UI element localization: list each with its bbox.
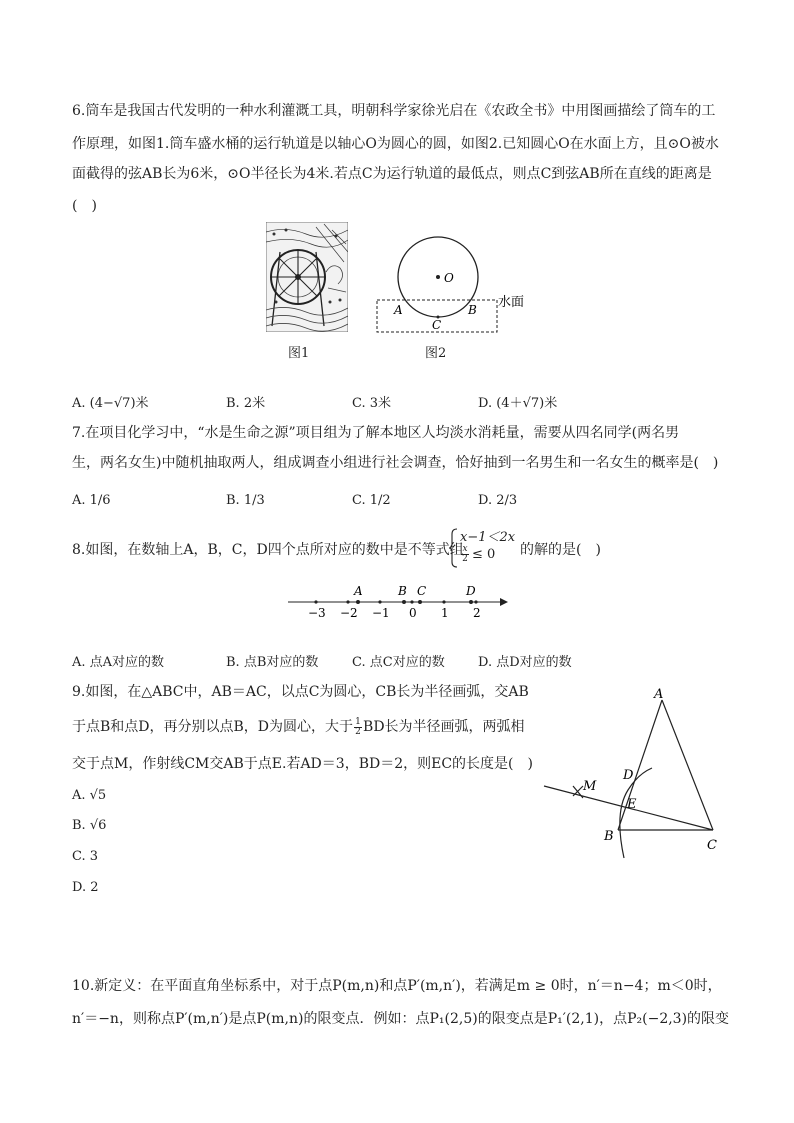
- number-line: [286, 580, 512, 620]
- q7-option-c: C. 1/2: [352, 493, 391, 508]
- fraction-numerator: x: [462, 544, 468, 554]
- q6-option-d: D. (4＋√7)米: [478, 396, 558, 411]
- triangle-label-C: C: [707, 838, 717, 853]
- figure-1-caption: 图1: [288, 346, 310, 361]
- triangle-figure: [540, 682, 730, 862]
- label-B: B: [468, 303, 477, 317]
- q6-stem-line2: 作原理，如图1.筒车盛水桶的运行轨道是以轴心O为圆心的圆，如图2.已知圆心O在水面上方，且⊙O被水: [72, 136, 719, 152]
- q9-option-c: C. 3: [72, 849, 99, 864]
- q6-option-b: B. 2米: [226, 396, 266, 411]
- axis-label-neg2: −2: [340, 606, 358, 620]
- q9-stem-line3: 交于点M，作射线CM交AB于点E.若AD＝3，BD＝2，则EC的长度是( ): [72, 756, 533, 772]
- axis-label-neg3: −3: [308, 606, 326, 620]
- q7-stem-line2: 生，两名女生)中随机抽取两人，组成调查小组进行社会调查，恰好抽到一名男生和一名女生的概率是( ): [72, 455, 719, 471]
- q9-option-b: B. √6: [72, 818, 107, 833]
- triangle-label-M: M: [583, 779, 597, 794]
- q8-stem-end: 的解的是( ): [520, 542, 601, 558]
- q9-stem-line1: 9.如图，在△ABC中，AB＝AC，以点C为圆心，CB长为半径画弧，交AB: [72, 684, 529, 700]
- label-water-surface: 水面: [498, 295, 525, 310]
- triangle-label-A: A: [654, 687, 664, 702]
- point-C-label: C: [417, 584, 427, 598]
- label-O: O: [444, 271, 454, 285]
- label-C: C: [432, 318, 442, 332]
- q7-option-b: B. 1/3: [226, 493, 265, 508]
- half-numerator: 1: [355, 716, 361, 727]
- inequality-1: x−1＜2x: [460, 530, 516, 545]
- q8-option-d: D. 点D对应的数: [478, 655, 572, 670]
- circle-figure: [372, 222, 532, 340]
- axis-label-0: 0: [409, 606, 417, 620]
- q8-option-a: A. 点A对应的数: [72, 655, 165, 670]
- q6-option-a: A. (4−√7)米: [72, 396, 149, 411]
- axis-label-1: 1: [441, 606, 449, 620]
- waterwheel-illustration: [266, 222, 348, 332]
- half-fraction: [354, 718, 362, 737]
- q8-option-b: B. 点B对应的数: [226, 655, 319, 670]
- axis-label-2: 2: [473, 606, 481, 620]
- q9-stem-line2-part2: BD长为半径画弧，两弧相: [363, 719, 525, 735]
- inequality-2-rest: ≤ 0: [472, 547, 496, 562]
- q9-stem-line2: [72, 714, 525, 741]
- point-A-label: A: [354, 584, 363, 598]
- inequality-brace: [448, 528, 458, 568]
- q9-option-d: D. 2: [72, 880, 99, 895]
- q9-stem-line2-part1: 于点B和点D，再分别以点B，D为圆心，大于: [72, 719, 354, 735]
- q10-stem-line2: n′＝−n，则称点P′(m,n′)是点P(m,n)的限变点．例如：点P₁(2,5)的限变点是P₁′(2,1)，点P₂(−2,3)的限变: [72, 1011, 730, 1027]
- q6-option-c: C. 3米: [352, 396, 392, 411]
- triangle-label-E: E: [627, 797, 637, 812]
- q7-option-d: D. 2/3: [478, 493, 518, 508]
- inequality-2-fraction: [461, 545, 469, 564]
- q10-stem-line1: 10.新定义：在平面直角坐标系中，对于点P(m,n)和点P′(m,n′)，若满足m ≥ 0时，n′＝n−4；m＜0时，: [72, 978, 722, 994]
- q8-option-c: C. 点C对应的数: [352, 655, 445, 670]
- fraction-denominator: 2: [462, 554, 468, 564]
- q6-stem-line1: 6.筒车是我国古代发明的一种水利灌溉工具，明朝科学家徐光启在《农政全书》中用图画描绘了筒车的工: [72, 103, 716, 119]
- q9-option-a: A. √5: [72, 788, 107, 803]
- q8-stem: 8.如图，在数轴上A，B，C，D四个点所对应的数中是不等式组: [72, 542, 464, 558]
- axis-label-neg1: −1: [372, 606, 390, 620]
- q7-option-a: A. 1/6: [72, 493, 111, 508]
- label-A: A: [394, 303, 403, 317]
- point-B-label: B: [398, 584, 407, 598]
- point-D-label: D: [466, 584, 476, 598]
- q6-stem-line3: 面截得的弦AB长为6米，⊙O半径长为4米.若点C为运行轨道的最低点，则点C到弦AB所在直线的距离是: [72, 166, 712, 182]
- triangle-label-B: B: [604, 829, 614, 844]
- half-denominator: 2: [355, 726, 361, 737]
- q6-stem-line4: ( ): [72, 198, 97, 214]
- figure-2-caption: 图2: [425, 346, 447, 361]
- q7-stem-line1: 7.在项目化学习中，“水是生命之源”项目组为了解本地区人均淡水消耗量，需要从四名同学(两名男: [72, 425, 680, 441]
- triangle-label-D: D: [623, 768, 634, 783]
